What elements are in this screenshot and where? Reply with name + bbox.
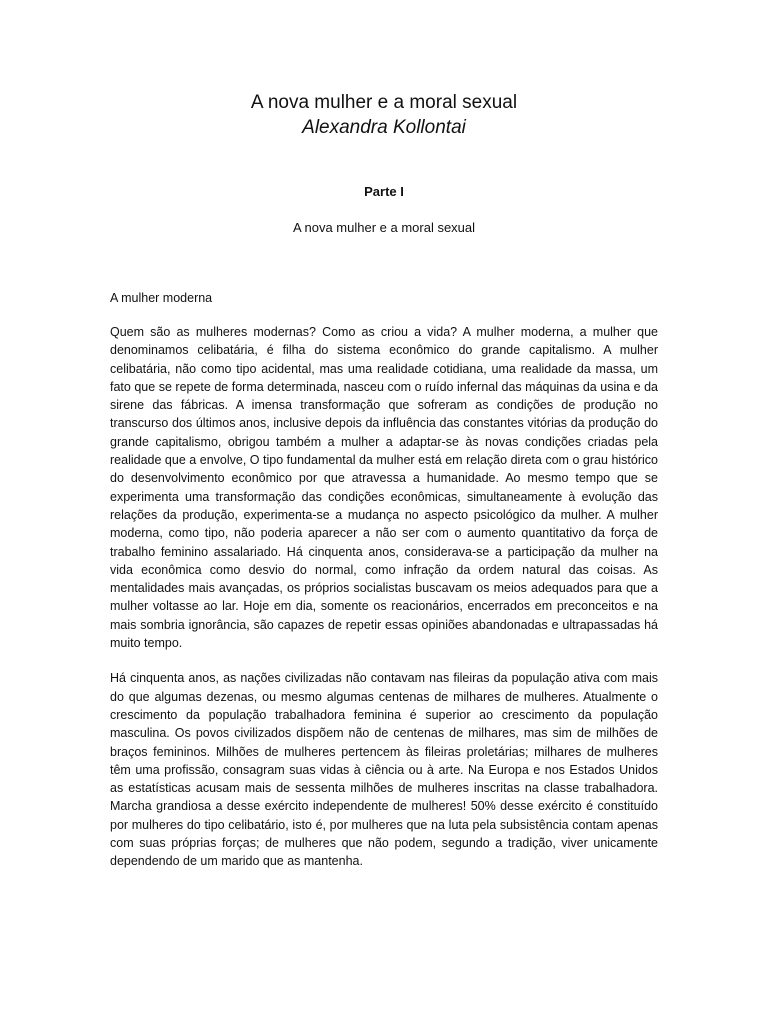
- section-heading: A mulher moderna: [110, 291, 213, 305]
- part-label: Parte I: [364, 184, 404, 199]
- part-subtitle: A nova mulher e a moral sexual: [292, 220, 476, 235]
- document-title: A nova mulher e a moral sexual: [250, 92, 518, 113]
- body-paragraph: Quem são as mulheres modernas? Como as criou a vida? A mulher moderna, a mulher que denominamos celibatária, é filha do sistema econômico do grande capitalismo. A mulher celibatária, não como tipo acidental, mas uma realidade cotidiana, uma realidade da massa, um fato que se repete de forma determinada, nasceu com o ruído infernal das máquinas da usina e da sirene das fábricas. A imensa transformação que sofreram as condições de produção no transcurso dos últimos anos, inclusive depois da influência das constantes vitórias da produção do grande capitalismo, obrigou também a mulher a adaptar-se às novas condições criadas pela realidade que a envolve, O tipo fundamental da mulher está em relação direta com o grau histórico do desenvolvimento econômico por que atravessa a humanidade. Ao mesmo tempo que se experimenta uma transformação das condições econômicas, simultaneamente à evolução das relações da produção, experimenta-se a mudança no aspecto psicológico da mulher. A mulher moderna, como tipo, não poderia aparecer a não ser com o aumento quantitativo da força de trabalho feminino assalariado. Há cinquenta anos, considerava-se a participação da mulher na vida econômica como desvio do normal, como infração da ordem natural das coisas. As mentalidades mais avançadas, os próprios socialistas buscavam os meios adequados para que a mulher voltasse ao lar. Hoje em dia, somente os reacionários, encerrados em preconceitos e na mais sombria ignorância, são capazes de repetir essas opiniões abandonadas e ultrapassadas há muito tempo.: [110, 325, 658, 651]
- body-paragraph: Há cinquenta anos, as nações civilizadas não contavam nas fileiras da população ativa com mais do que algumas dezenas, ou mesmo algumas centenas de milhares de mulheres. Atualmente o crescimento da população trabalhadora feminina é superior ao crescimento da população masculina. Os povos civilizados dispõem não de centenas de milhares, mas sim de milhões de braços femininos. Milhões de mulheres pertencem às fileiras proletárias; milhares de mulheres têm uma profissão, consagram suas vidas à ciência ou à arte. Na Europa e nos Estados Unidos as estatísticas acusam mais de sessenta milhões de mulheres inscritas na classe trabalhadora. Marcha grandiosa a desse exército independente de mulheres! 50% desse exército é constituído por mulheres do tipo celibatário, isto é, por mulheres que na luta pela subsistência contam apenas com suas próprias forças; de mulheres que não podem, segundo a tradição, viver unicamente dependendo de um marido que as mantenha.: [110, 671, 658, 869]
- document-author: Alexandra Kollontai: [302, 117, 466, 138]
